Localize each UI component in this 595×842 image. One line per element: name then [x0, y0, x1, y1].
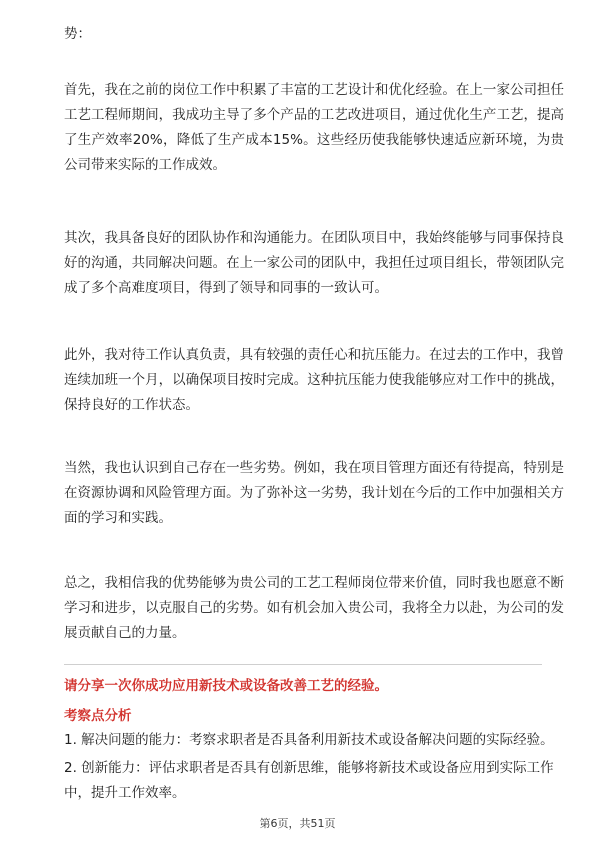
analysis-item-innovation: 2. 创新能力：评估求职者是否具有创新思维，能够将新技术或设备应用到实际工作中，提升工作效率。 [64, 760, 554, 801]
paragraph-conclusion: 总之，我相信我的优势能够为贵公司的工艺工程师岗位带来价值，同时我也愿意不断学习和进步，以克服自己的劣势。如有机会加入贵公司，我将全力以赴，为公司的发展贡献自己的力量。 [64, 575, 564, 641]
intro-tail-text: 势： [64, 26, 91, 42]
paragraph-teamwork: 其次，我具备良好的团队协作和沟通能力。在团队项目中，我始终能够与同事保持良好的沟通，共同解决问题。在上一家公司的团队中，我担任过项目组长，带领团队完成了多个高难度项目，得到了领导和同事的一致认可。 [64, 230, 564, 296]
page-number: 第6页，共51页 [259, 817, 336, 830]
paragraph-experience: 首先，我在之前的岗位工作中积累了丰富的工艺设计和优化经验。在上一家公司担任工艺工程师期间，我成功主导了多个产品的工艺改进项目，通过优化生产工艺，提高了生产效率20%，降低了生产成本15%。这些经历使我能够快速适应新环境，为贵公司带来实际的工作成效。 [64, 82, 564, 173]
analysis-item-problem-solving: 1. 解决问题的能力：考察求职者是否具备利用新技术或设备解决问题的实际经验。 [64, 732, 554, 748]
paragraph-responsibility: 此外，我对待工作认真负责，具有较强的责任心和抗压能力。在过去的工作中，我曾连续加班一个月，以确保项目按时完成。这种抗压能力使我能够应对工作中的挑战，保持良好的工作状态。 [64, 347, 564, 413]
interview-question: 请分享一次你成功应用新技术或设备改善工艺的经验。 [64, 678, 388, 694]
section-divider [64, 664, 542, 665]
analysis-title: 考察点分析 [64, 708, 132, 724]
paragraph-weakness: 当然，我也认识到自己存在一些劣势。例如，我在项目管理方面还有待提高，特别是在资源协调和风险管理方面。为了弥补这一劣势，我计划在今后的工作中加强相关方面的学习和实践。 [64, 460, 564, 526]
